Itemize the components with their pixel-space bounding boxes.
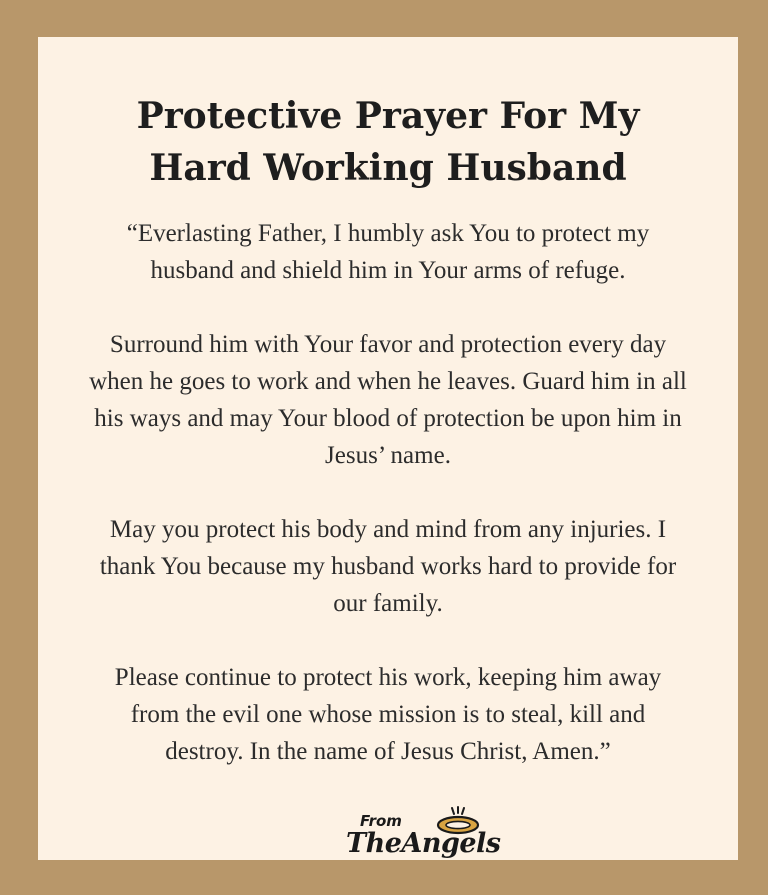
prayer-line: from the evil one whose mission is to steal, kill and <box>130 701 646 728</box>
prayer-paragraph-4 <box>38 659 738 770</box>
logo-angels-text: TheAngels <box>346 828 501 859</box>
prayer-line: our family. <box>333 590 443 617</box>
prayer-line: his ways and may Your blood of protection be upon him in <box>94 405 682 432</box>
prayer-paragraph-2 <box>38 326 738 474</box>
prayer-line: May you protect his body and mind from any injuries. I <box>109 516 667 543</box>
prayer-line: when he goes to work and when he leaves. Guard him in all <box>89 368 687 395</box>
prayer-line: Jesus’ name. <box>325 442 451 469</box>
prayer-line: “Everlasting Father, I humbly ask You to protect my <box>126 220 650 247</box>
prayer-paragraph-1 <box>38 215 738 289</box>
title-line-2: Hard Working Husband <box>149 147 627 189</box>
prayer-card <box>38 37 738 860</box>
page-title <box>38 90 738 194</box>
prayer-line: thank You because my husband works hard to provide for <box>99 553 677 580</box>
prayer-line: Surround him with Your favor and protection every day <box>109 331 667 358</box>
title-line-1: Protective Prayer For My <box>136 95 640 137</box>
prayer-paragraph-3 <box>38 511 738 622</box>
prayer-line: Please continue to protect his work, keeping him away <box>114 664 662 691</box>
logo-from-text: From <box>360 812 402 830</box>
prayer-text <box>38 215 738 807</box>
prayer-line: destroy. In the name of Jesus Christ, Amen.” <box>165 738 611 765</box>
from-the-angels-logo <box>346 804 516 874</box>
prayer-line: husband and shield him in Your arms of refuge. <box>150 257 626 284</box>
